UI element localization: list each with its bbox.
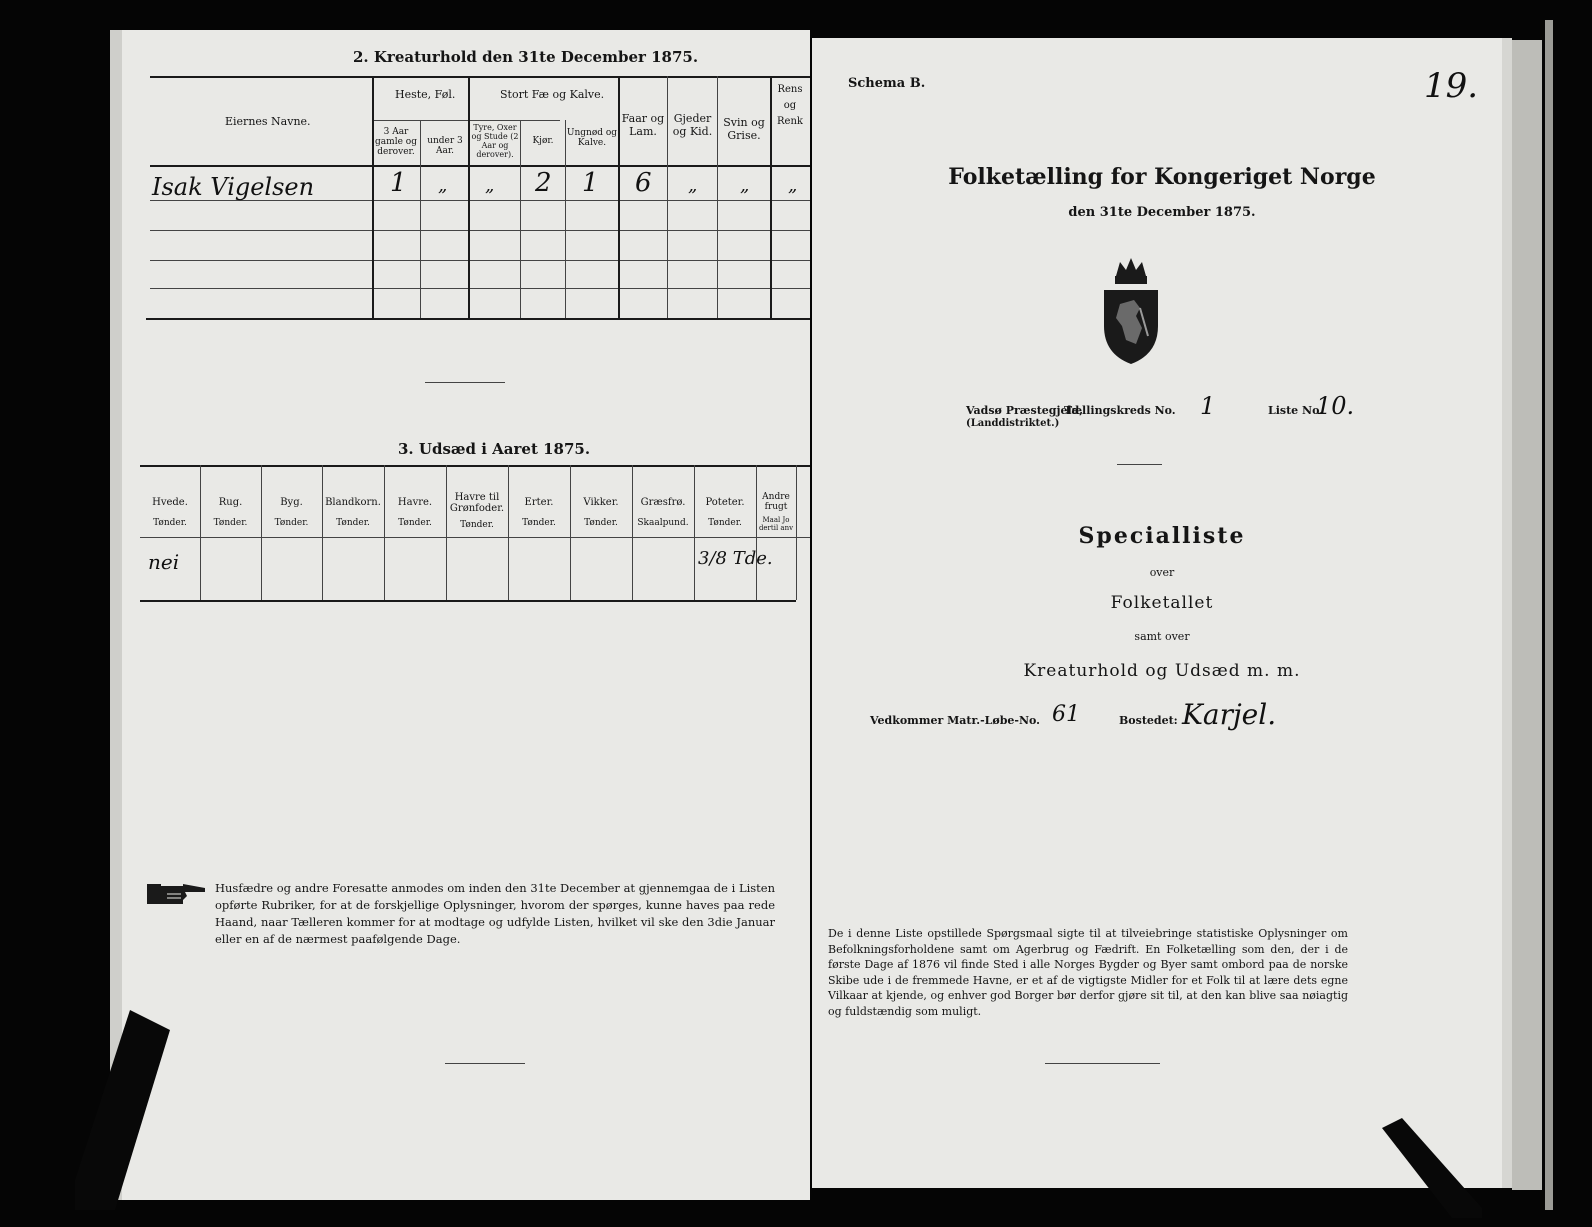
kreatur-text: Kreaturhold og Udsæd m. m. [1023,661,1301,681]
owner-name: Isak Vigelsen [152,173,315,201]
cell-hvede: nei [148,550,180,574]
cell-svin: „ [740,175,750,196]
kreds-label: Tællingskreds No. [1064,404,1176,417]
bosted-label: Bostedet: [1119,714,1178,727]
s3-col-poteter: Poteter. [705,497,745,508]
s3-col-rug: Rug. [218,497,243,508]
col-gjeder: Gjeder og Kid. [672,112,713,138]
cell-horses-3aar: 1 [390,168,407,198]
col-cattle-tyre: Tyre, Oxer og Stude (2 Aar og derover). [471,123,519,159]
table-rule [150,260,810,261]
table-col-line [520,120,521,318]
page-number: 19. [1424,66,1479,106]
samt-over: samt over [1134,630,1190,643]
main-title: Folketælling for Kongeriget Norge [948,164,1376,190]
page-stack [1512,40,1542,1190]
s3-unit: Tønder. [274,518,309,528]
col-horses-3aar: 3 Aar gamle og derover. [375,127,417,157]
s3-col-blandkorn: Blandkorn. [325,497,381,508]
col-owner-header: Eiernes Navne. [225,115,311,128]
s3-unit: Tønder. [708,518,742,528]
coat-of-arms-icon [1096,256,1166,368]
left-page [110,30,810,1200]
district-sub: (Landdistriktet.) [966,418,1060,429]
right-page [812,38,1512,1188]
table-col-line [508,465,509,600]
table-col-line [384,465,385,600]
page-edge [1502,38,1512,1188]
table-rule [140,465,810,467]
table-rule [372,120,560,121]
table-rule [150,288,810,289]
matr-value: 61 [1052,702,1080,727]
table-col-line [372,76,374,318]
s3-col-graesfro: Græsfrø. [640,497,686,508]
table-col-line [468,76,470,318]
table-rule [150,230,810,231]
table-col-line [322,465,323,600]
table-col-line [756,465,757,600]
section3-title: 3. Udsæd i Aaret 1875. [398,440,591,458]
divider [425,382,505,383]
col-horses-header: Heste, Føl. [395,88,456,101]
table-rule [140,600,796,602]
table-col-line [796,465,797,600]
s3-col-byg: Byg. [280,497,303,508]
specialliste-title: Specialliste [1078,523,1246,549]
cell-ungnod: 1 [582,168,599,198]
divider [445,1063,525,1064]
table-col-line [446,465,447,600]
col-faar: Faar og Lam. [621,112,665,138]
liste-value: 10. [1316,392,1355,420]
table-col-line [570,465,571,600]
s3-unit: Tønder. [584,518,618,528]
col-cattle-ungnod: Ungnød og Kalve. [566,128,618,148]
census-date: den 31te December 1875. [1068,205,1256,220]
table-col-line [694,465,695,600]
cell-horses-under3: „ [438,175,448,196]
col-ren: Rens og Renk [777,84,803,127]
cell-tyre: „ [485,175,495,196]
cell-faar: 6 [635,168,652,198]
s3-col-havre-gron: Havre til Grønfoder. [449,492,505,514]
s3-col-havre: Havre. [397,497,433,508]
liste-label: Liste No. [1268,404,1324,417]
divider [1045,1063,1160,1064]
section2-title: 2. Kreaturhold den 31te December 1875. [353,48,699,66]
col-svin: Svin og Grise. [723,116,765,142]
s3-unit: Tønder. [336,518,370,528]
table-rule [150,76,810,78]
marker-object [75,1010,185,1210]
table-rule [150,165,810,167]
pointing-hand-icon [147,880,207,908]
bosted-value: Karjel. [1182,698,1277,731]
col-cattle-kjoer: Kjør. [532,136,554,146]
s3-unit: Tønder. [398,518,432,528]
s3-col-hvede: Hvede. [152,497,188,508]
cell-gjeder: „ [688,175,698,196]
s3-unit: Maal Jo dertil anv [758,516,794,532]
footer-text: De i denne Liste opstillede Spørgsmaal sigte til at tilveiebringe statistiske Oplysninger om Befolkningsforholdene samt om Agerbrug og Fædrift. En Folketælling som den, der i de første Dage af 1876 vil finde Sted i alle Norges Bygder og Byer samt ombord paa de norske Skibe ude i de fremmede Havne, er et af de vigtigste Midler for et Folk til at lære dets egne Vilkaar at kjende, og enhver god Borger bør derfor gjøre sit til, at den kan blive saa nøiagtig og fuldstændig som muligt. [828,927,1348,1018]
col-horses-under3: under 3 Aar. [427,136,463,156]
table-rule [146,318,810,320]
table-col-line [632,465,633,600]
s3-unit: Tønder. [213,518,248,528]
s3-col-andre: Andre frugt [762,492,790,512]
folketallet: Folketallet [1110,593,1214,613]
notice-text: Husfædre og andre Foresatte anmodes om inden den 31te December at gjennemgaa de i Listen opførte Rubriker, for at de forskjellige Oplysninger, hvorom der spørges, kunne haves paa rede Haand, naar Tælleren kommer for at modtage og udfylde Listen, hvilket vil ske den 3die Januar eller en af de nærmest paafølgende Dage. [215,881,775,946]
s3-col-erter: Erter. [524,497,554,508]
table-col-line [261,465,262,600]
s3-col-vikker: Vikker. [583,497,619,508]
marker-object [1372,1118,1482,1218]
district-name: Vadsø Præstegjeld, [966,404,1084,417]
table-rule [140,537,810,538]
schema-label: Schema B. [848,76,926,91]
col-cattle-header: Stort Fæ og Kalve. [500,88,605,101]
kreds-value: 1 [1200,392,1216,420]
s3-unit: Tønder. [153,518,187,528]
table-col-line [565,120,566,318]
s3-unit: Tønder. [460,520,494,530]
page-stack [1545,20,1553,1210]
matr-label: Vedkommer Matr.-Løbe-No. [870,714,1040,727]
cell-kjoer: 2 [535,168,552,198]
table-col-line [200,465,201,600]
s3-unit: Skaalpund. [637,518,689,528]
over-text: over [1149,566,1175,579]
table-col-line [717,76,718,318]
cell-poteter: 3/8 Tde. [698,548,773,569]
s3-unit: Tønder. [522,518,556,528]
divider [1117,464,1162,465]
cell-ren: „ [788,175,798,196]
